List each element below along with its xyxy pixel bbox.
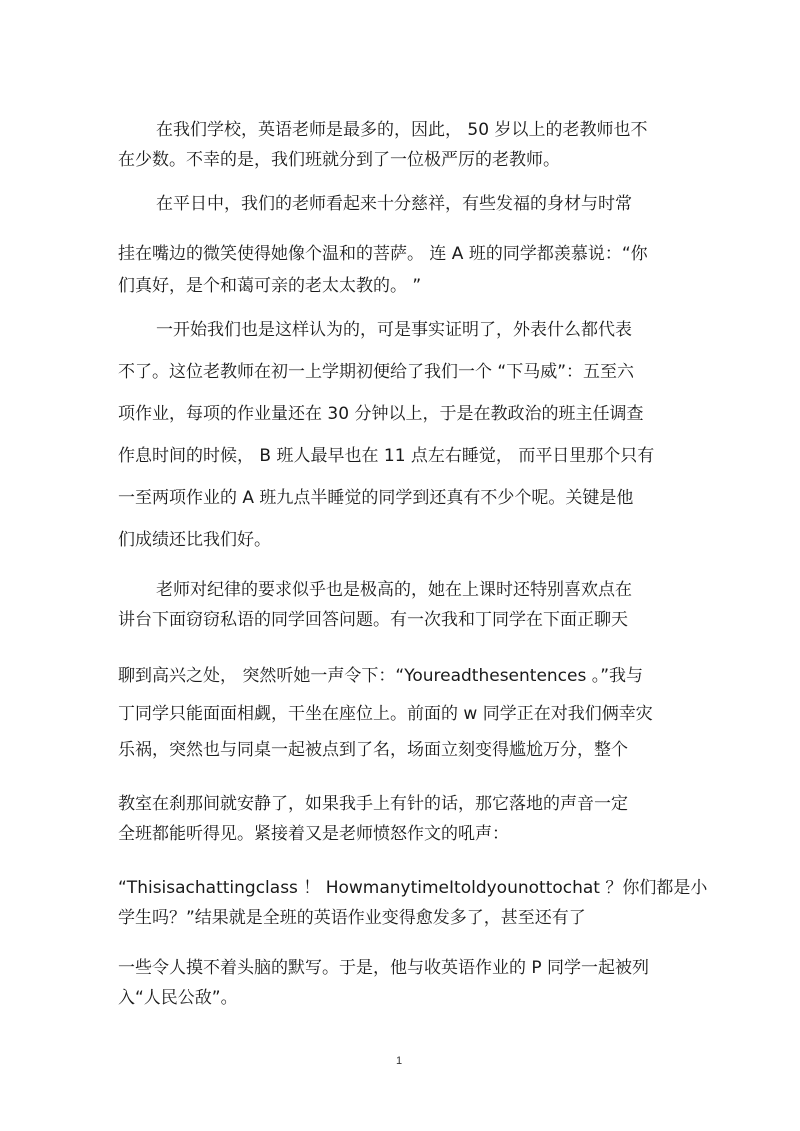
text-line: 们真好，是个和蔼可亲的老太太教的。 ” bbox=[118, 276, 422, 296]
text-line: 一些令人摸不着头脑的默写。于是，他与收英语作业的 P 同学一起被列 bbox=[118, 958, 650, 978]
page-number: 1 bbox=[396, 1055, 403, 1067]
text-line: 讲台下面窃窃私语的同学回答问题。有一次我和丁同学在下面正聊天 bbox=[118, 610, 628, 630]
text-line: 项作业，每项的作业量还在 30 分钟以上，于是在教政治的班主任调查 bbox=[118, 404, 644, 424]
text-line: 教室在刹那间就安静了，如果我手上有针的话，那它落地的声音一定 bbox=[118, 794, 628, 814]
text-line: 老师对纪律的要求似乎也是极高的，她在上课时还特别喜欢点在 bbox=[156, 580, 632, 600]
text-line: 在少数。不幸的是，我们班就分到了一位极严厉的老教师。 bbox=[118, 150, 560, 170]
text-line: “Thisisachattingclass ！ HowmanytimeItoldyounottochat ？你们都是小 bbox=[118, 878, 708, 898]
text-line: 学生吗？”结果就是全班的英语作业变得愈发多了，甚至还有了 bbox=[118, 908, 586, 928]
text-line: 全班都能听得见。紧接着又是老师愤怒作文的吼声： bbox=[118, 824, 509, 844]
text-line: 在我们学校，英语老师是最多的，因此， 50 岁以上的老教师也不 bbox=[156, 120, 648, 140]
text-line: 一开始我们也是这样认为的，可是事实证明了，外表什么都代表 bbox=[156, 320, 632, 340]
text-line: 挂在嘴边的微笑使得她像个温和的菩萨。 连 A 班的同学都羡慕说：“你 bbox=[118, 244, 648, 264]
text-line: 丁同学只能面面相觑，干坐在座位上。前面的 w 同学正在对我们俩幸灾 bbox=[118, 704, 653, 724]
text-line: 一至两项作业的 A 班九点半睡觉的同学到还真有不少个呢。关键是他 bbox=[118, 488, 634, 508]
text-line: 聊到高兴之处， 突然听她一声令下：“Youreadthesentences 。”我与 bbox=[118, 666, 644, 686]
text-line: 乐祸，突然也与同桌一起被点到了名，场面立刻变得尴尬万分，整个 bbox=[118, 740, 628, 760]
text-line: 在平日中，我们的老师看起来十分慈祥，有些发福的身材与时常 bbox=[156, 194, 632, 214]
text-line: 们成绩还比我们好。 bbox=[118, 530, 271, 550]
text-line: 作息时间的时候， B 班人最早也在 11 点左右睡觉， 而平日里那个只有 bbox=[118, 446, 655, 466]
text-line: 入“人民公敌”。 bbox=[118, 988, 238, 1008]
text-line: 不了。这位老教师在初一上学期初便给了我们一个 “下马威”：五至六 bbox=[118, 362, 635, 382]
